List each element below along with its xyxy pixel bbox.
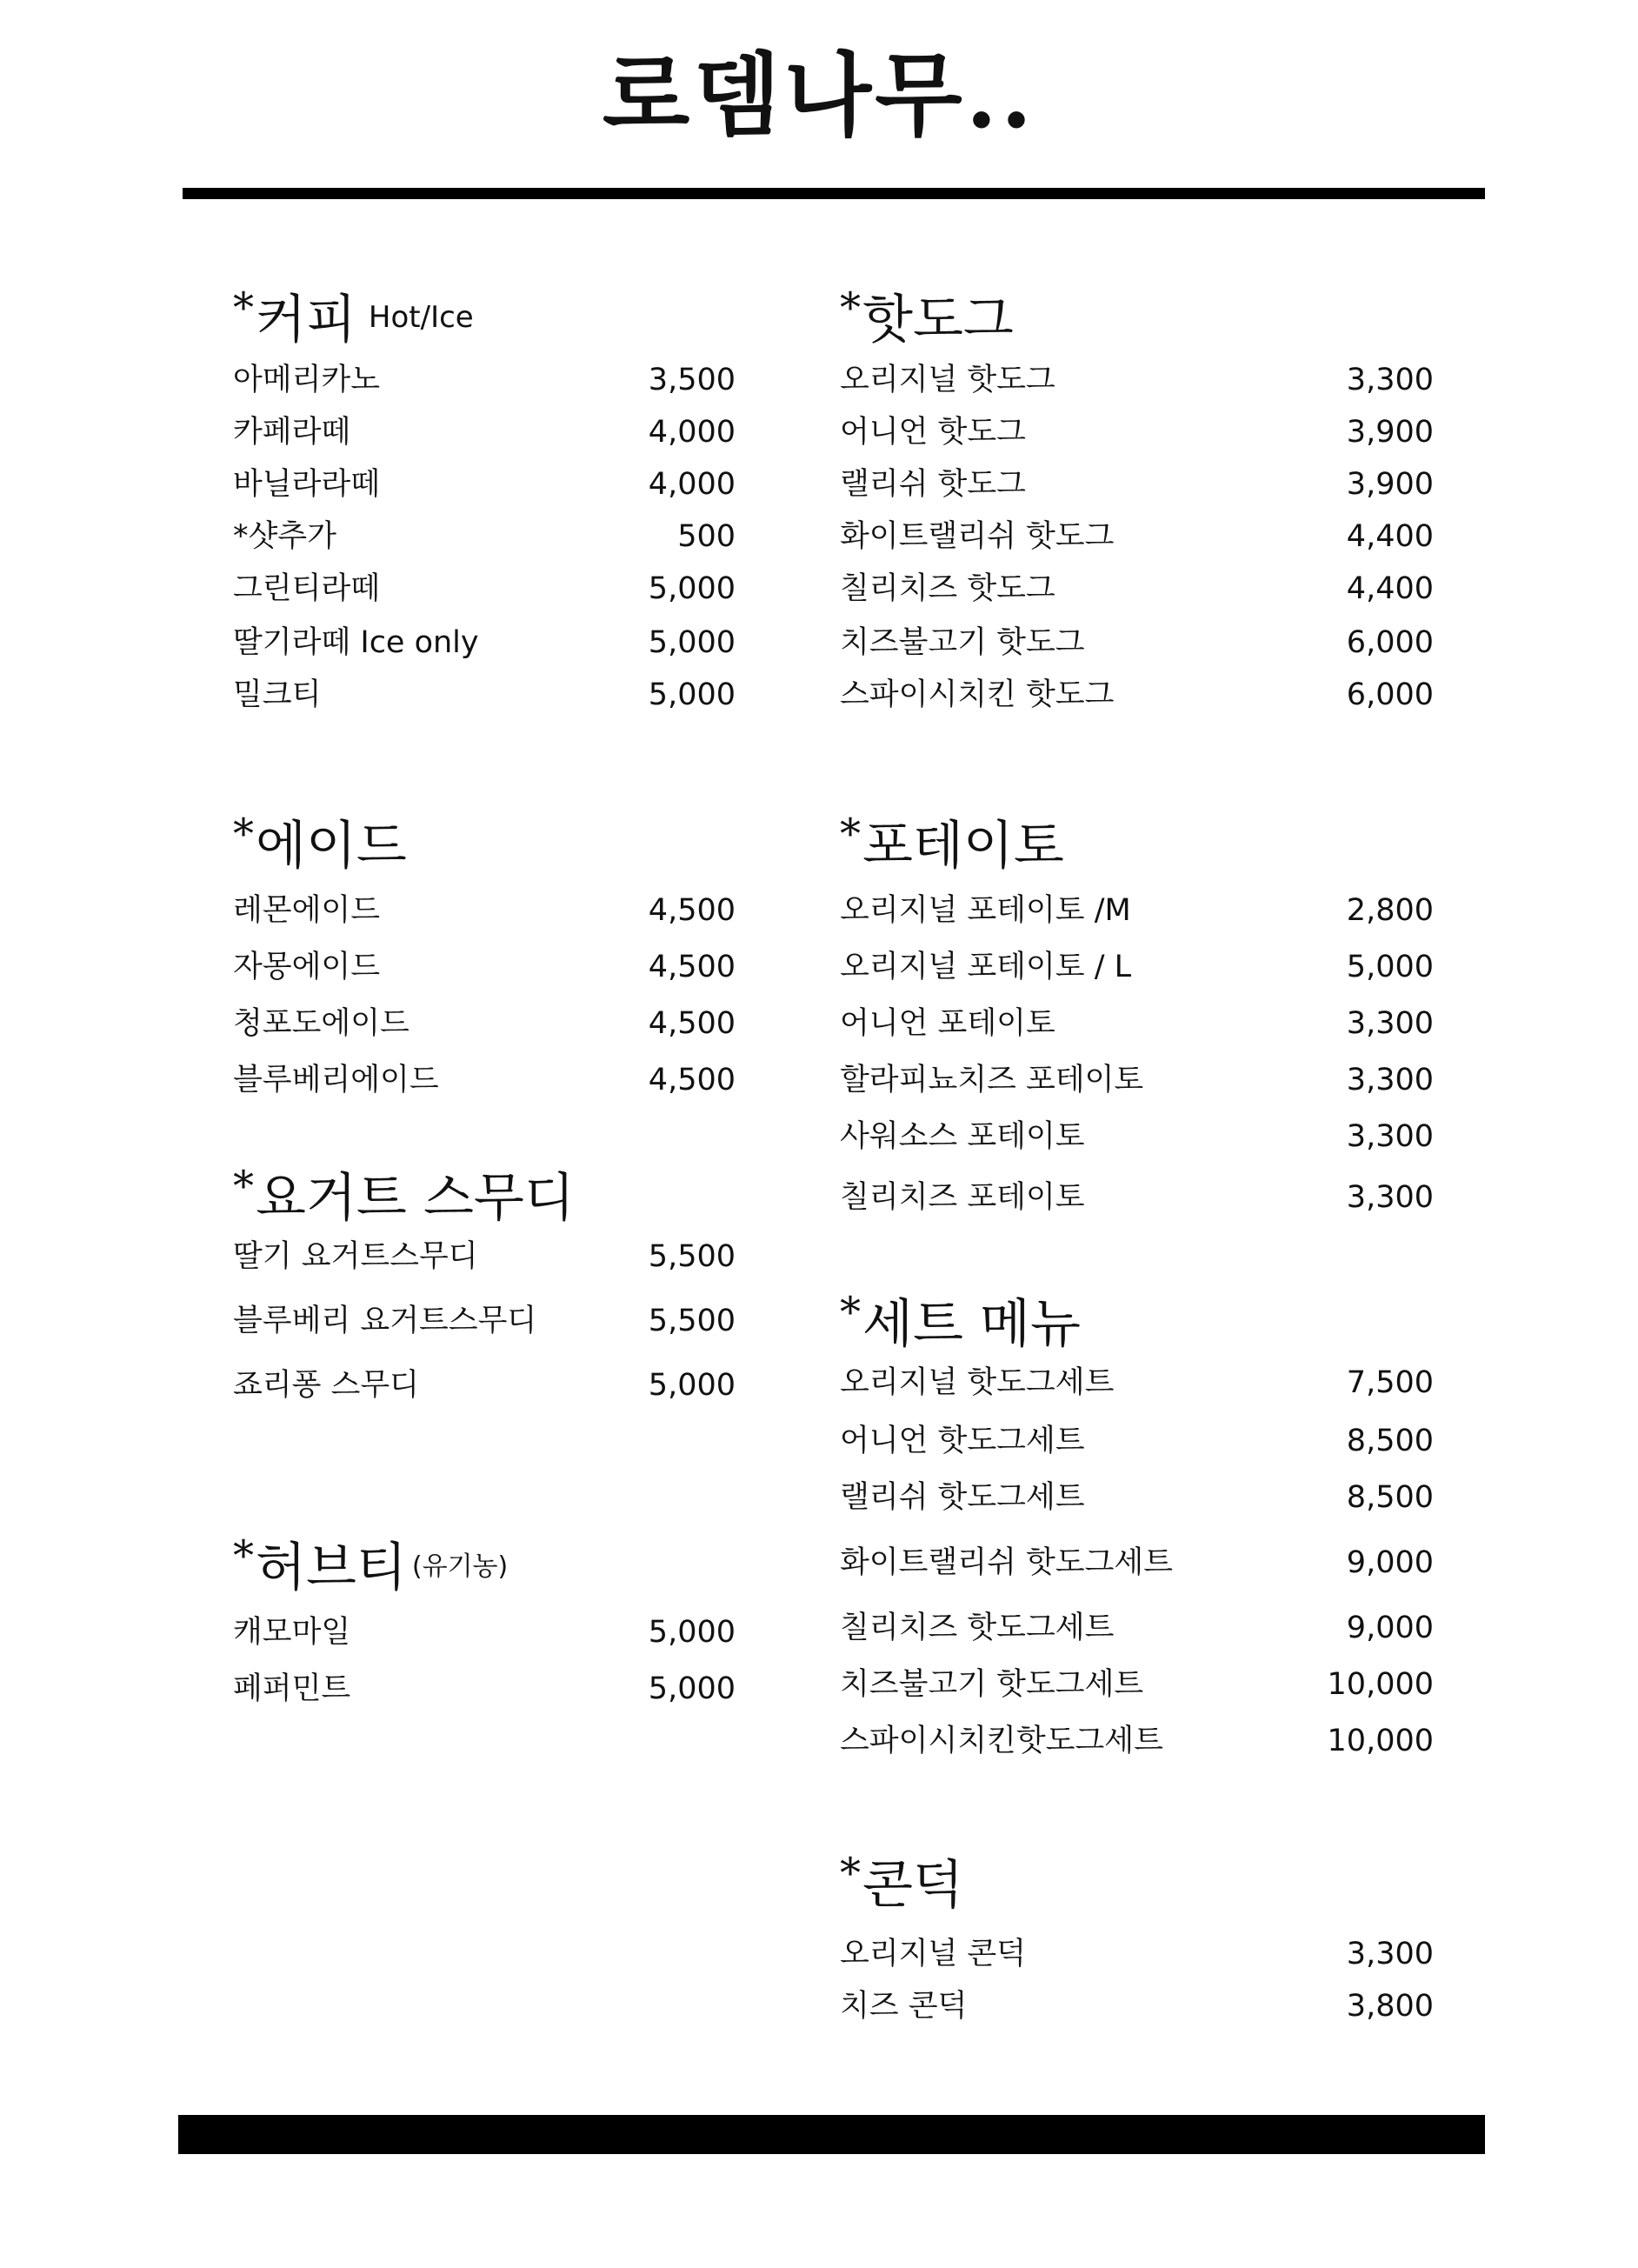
item-price: 3,300 [1346, 363, 1434, 397]
item-price: 3,900 [1346, 467, 1434, 502]
item-name: 딸기 요거트스무디 [233, 1239, 478, 1274]
section-title: *핫도그 [840, 284, 1014, 350]
section-title: *요거트 스무디 [233, 1162, 575, 1229]
item-price: 3,300 [1346, 1006, 1434, 1041]
item-name: 스파이시치킨 핫도그 [840, 677, 1115, 712]
item-name: 자몽에이드 [233, 950, 381, 984]
item-name: 블루베리 요거트스무디 [233, 1304, 537, 1338]
item-name: 캐모마일 [233, 1615, 351, 1650]
item-price: 8,500 [1346, 1424, 1434, 1458]
item-price: 5,000 [648, 571, 736, 606]
item-name: 스파이시치킨핫도그세트 [840, 1724, 1163, 1758]
item-price: 6,000 [1346, 625, 1434, 660]
item-name: 오리지널 핫도그세트 [840, 1365, 1115, 1400]
item-price: 4,500 [648, 1063, 736, 1097]
asterisk-icon: * [840, 1849, 861, 1898]
asterisk-icon: * [233, 284, 254, 332]
item-price: 5,000 [648, 1615, 736, 1650]
section-title: *세트 메뉴 [840, 1288, 1081, 1355]
item-name: 페퍼민트 [233, 1671, 351, 1706]
menu-logo-title: 로뎀나무.. [602, 42, 1036, 149]
item-name: 치즈 콘덕 [840, 1989, 968, 2024]
item-price: 10,000 [1327, 1724, 1434, 1758]
item-price: 5,000 [648, 1671, 736, 1706]
asterisk-icon: * [840, 810, 861, 858]
item-name: 랠리쉬 핫도그 [840, 467, 1026, 502]
asterisk-icon: * [233, 1531, 254, 1580]
asterisk-icon: * [233, 810, 254, 858]
asterisk-icon: * [840, 1288, 861, 1337]
item-price: 3,300 [1346, 1180, 1434, 1215]
item-name: 청포도에이드 [233, 1006, 410, 1041]
item-price: 3,900 [1346, 415, 1434, 450]
item-price: 500 [677, 519, 736, 554]
item-name: 오리지널 포테이토 /M [840, 893, 1131, 928]
item-price: 3,300 [1346, 1937, 1434, 1971]
item-price: 6,000 [1346, 677, 1434, 712]
section-title: *콘덕 [840, 1849, 963, 1916]
asterisk-icon: * [233, 1162, 254, 1211]
item-name: *샷추가 [233, 519, 336, 554]
item-name: 어니언 핫도그세트 [840, 1424, 1085, 1458]
item-name: 그린티라떼 [233, 571, 381, 606]
item-name: 딸기라떼 Ice only [233, 625, 479, 660]
section-title: *허브티 $^{(유기농)}$ [233, 1531, 509, 1598]
section-note: Hot/Ice [368, 300, 474, 335]
item-price: 4,400 [1346, 519, 1434, 554]
section-title: *포테이토 [840, 810, 1064, 877]
section-title: *커피 $^{Hot/Ice}$ [233, 284, 474, 350]
item-name: 치즈불고기 핫도그세트 [840, 1667, 1144, 1702]
item-name: 카페라떼 [233, 415, 351, 450]
item-name: 칠리치즈 핫도그 [840, 571, 1055, 606]
item-name: 화이트랠리쉬 핫도그세트 [840, 1545, 1174, 1580]
top-divider [183, 188, 1485, 199]
item-name: 어니언 포테이토 [840, 1006, 1055, 1041]
item-price: 5,500 [648, 1239, 736, 1274]
item-price: 5,000 [648, 677, 736, 712]
item-name: 바닐라라떼 [233, 467, 381, 502]
item-name: 어니언 핫도그 [840, 415, 1026, 450]
item-name: 칠리치즈 포테이토 [840, 1180, 1085, 1215]
item-name: 오리지널 포테이토 / L [840, 950, 1132, 984]
item-price: 5,000 [648, 1368, 736, 1403]
item-price: 4,500 [648, 950, 736, 984]
item-price: 7,500 [1346, 1365, 1434, 1400]
item-name: 죠리퐁 스무디 [233, 1368, 419, 1403]
item-price: 4,500 [648, 1006, 736, 1041]
item-name: 오리지널 콘덕 [840, 1937, 1026, 1971]
item-price: 4,000 [648, 467, 736, 502]
item-name: 칠리치즈 핫도그세트 [840, 1611, 1115, 1645]
item-name: 밀크티 [233, 677, 322, 712]
item-price: 9,000 [1346, 1611, 1434, 1645]
item-price: 4,000 [648, 415, 736, 450]
asterisk-icon: * [840, 284, 861, 332]
item-name: 오리지널 핫도그 [840, 363, 1055, 397]
item-name: 사워소스 포테이토 [840, 1119, 1085, 1154]
item-price: 3,300 [1346, 1119, 1434, 1154]
item-price: 4,400 [1346, 571, 1434, 606]
section-title: *에이드 [233, 810, 407, 877]
item-price: 3,800 [1346, 1989, 1434, 2024]
item-price: 5,500 [648, 1304, 736, 1338]
item-price: 3,300 [1346, 1063, 1434, 1097]
item-price: 2,800 [1346, 893, 1434, 928]
item-name: 랠리쉬 핫도그세트 [840, 1480, 1085, 1515]
item-price: 9,000 [1346, 1545, 1434, 1580]
bottom-divider [178, 2115, 1485, 2154]
item-price: 5,000 [1346, 950, 1434, 984]
item-name: 할라피뇨치즈 포테이토 [840, 1063, 1144, 1097]
item-name: 레몬에이드 [233, 893, 381, 928]
item-price: 10,000 [1327, 1667, 1434, 1702]
item-name: 화이트랠리쉬 핫도그 [840, 519, 1115, 554]
item-price: 3,500 [648, 363, 736, 397]
item-price: 5,000 [648, 625, 736, 660]
item-name: 블루베리에이드 [233, 1063, 439, 1097]
item-price: 4,500 [648, 893, 736, 928]
section-note: (유기농) [411, 1551, 509, 1582]
item-name: 치즈불고기 핫도그 [840, 625, 1085, 660]
item-price: 8,500 [1346, 1480, 1434, 1515]
item-name: 아메리카노 [233, 363, 381, 397]
